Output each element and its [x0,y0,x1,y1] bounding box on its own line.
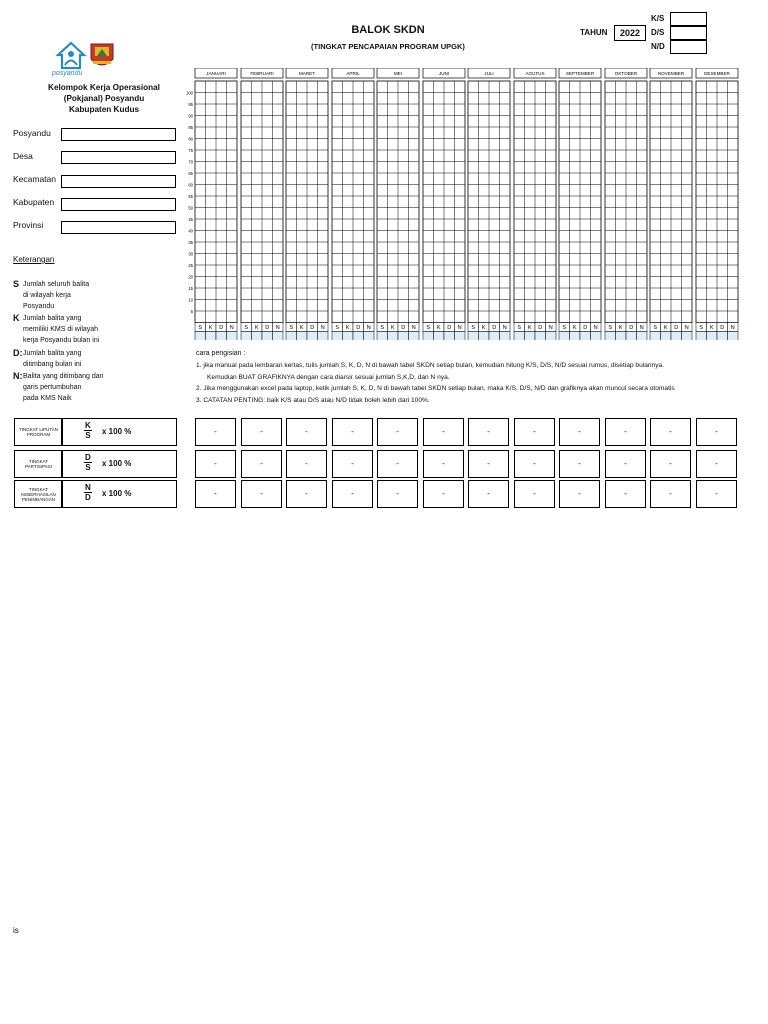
skdn-input-cell[interactable] [546,332,557,341]
footer-text: is [13,926,19,935]
sub-column-letter: K [390,325,395,331]
indicator-formula-1 [61,418,177,446]
skdn-input-cell[interactable] [489,332,500,341]
indicator-value-cell: - [286,450,327,478]
instruction-line-1: 1. jika manual pada lembaran kertas, tulis jumlah S, K, D, N di bawah tabel SKDN setiap bulan, kemudian hitung K/S, D/S, N/D sesuai rumus, disetiap bulannya. [196,362,665,369]
skdn-input-cell[interactable] [409,332,420,341]
sub-column-letter: S [653,325,658,331]
sub-column-letter: N [684,325,689,331]
indicator-value-cell: - [514,418,555,446]
indicator-label-2: TINGKAT PARTISIPASI [14,450,63,478]
skdn-input-cell[interactable] [637,332,648,341]
y-tick-label: 40 [188,228,193,234]
sub-column-letter: S [380,325,385,331]
skdn-input-cell[interactable] [479,332,490,341]
sub-column-letter: K [436,325,441,331]
sub-column-letter: S [289,325,294,331]
month-header-label: AGUTUS [525,71,545,76]
skdn-input-cell[interactable] [307,332,318,341]
indicator-value-cell: - [377,480,418,508]
sub-column-letter: N [730,325,735,331]
indicator-value-cell: - [696,480,737,508]
skdn-input-cell[interactable] [570,332,581,341]
desa-label: Desa [13,151,33,161]
indicator-value-cell: - [605,480,646,508]
posyandu-field[interactable] [61,128,176,141]
sub-column-letter: D [629,325,634,331]
indicator-formula-3 [61,480,177,508]
provinsi-label: Provinsi [13,220,44,230]
legend-letter-s: S [13,279,20,289]
instructions-title: cara pengisian : [196,350,246,357]
indicator-label-1: TINGKAT LIPUTAN PROGRAM [14,418,63,446]
sub-column-letter: K [572,325,577,331]
sub-column-letter: S [471,325,476,331]
sub-column-letter: N [593,325,598,331]
y-tick-label: 70 [188,159,193,165]
legend-text-k: Jumlah balita yang memiliki KMS di wilayah kerja Posyandu bulan ini [23,315,100,344]
y-tick-label: 100 [186,90,193,96]
skdn-input-cell[interactable] [591,332,602,341]
sub-column-letter: N [502,325,507,331]
skdn-input-cell[interactable] [318,332,329,341]
indicator-value-cell: - [514,480,555,508]
skdn-input-cell[interactable] [353,332,364,341]
skdn-input-cell[interactable] [661,332,672,341]
indicator-value-cell: - [423,450,464,478]
y-tick-label: 35 [188,240,193,245]
month-header-label: JANUARI [206,71,226,76]
sub-column-letter: K [709,325,714,331]
indicator-value-cell: - [514,450,555,478]
skdn-input-cell[interactable] [525,332,536,341]
sub-column-letter: K [208,325,213,331]
indicator-value-cell: - [559,480,600,508]
skdn-input-cell[interactable] [286,332,297,341]
tahun-label: TAHUN [580,28,608,37]
sub-column-letter: S [198,325,203,331]
y-tick-label: 75 [188,148,193,153]
indicator-value-cell: - [423,480,464,508]
sub-column-letter: D [401,325,406,331]
skdn-input-cell[interactable] [707,332,718,341]
organization-name: Kelompok Kerja Operasional (Pokjanal) Posyandu Kabupaten Kudus [48,83,160,114]
skdn-input-cell[interactable] [650,332,661,341]
skdn-input-cell[interactable] [273,332,284,341]
skdn-input-cell[interactable] [206,332,217,341]
sub-column-letter: N [457,325,462,331]
sub-column-letter: K [663,325,668,331]
sub-column-letter: K [481,325,486,331]
ds-field[interactable] [670,26,707,40]
indicator-value-cell: - [195,450,236,478]
skdn-input-cell[interactable] [514,332,525,341]
sub-column-letter: S [517,325,522,331]
indicator-value-cell: - [650,480,691,508]
indicator-formula-2 [61,450,177,478]
indicator-value-cell: - [332,450,373,478]
skdn-input-cell[interactable] [455,332,466,341]
skdn-input-cell[interactable] [500,332,511,341]
sub-column-letter: S [699,325,704,331]
indicator-value-cell: - [241,450,282,478]
skdn-input-cell[interactable] [444,332,455,341]
kecamatan-label: Kecamatan [13,174,56,184]
sub-column-letter: S [608,325,613,331]
formula-percent: x 100 % [102,489,132,498]
skdn-input-cell[interactable] [241,332,252,341]
skdn-input-cell[interactable] [717,332,728,341]
month-header-label: NOVEMBER [657,71,685,76]
indicator-value-cell: - [605,450,646,478]
nd-label: N/D [651,42,665,51]
formula-fraction: $\frac{D}{S}$ [85,453,91,472]
y-tick-label: 80 [188,136,193,142]
indicator-value-cell: - [423,418,464,446]
y-tick-label: 55 [188,194,193,199]
indicator-value-cell: - [286,480,327,508]
kudus-seal-icon [88,41,116,71]
sub-column-letter: D [674,325,679,331]
skdn-input-cell[interactable] [682,332,693,341]
sub-column-letter: D [583,325,588,331]
instruction-line-2: 2. Jika menggunakan excel pada laptop, ketik jumlah S, K, D, N di bawah tabel SKDN setiap bulan, maka K/S, D/S, N/D dan grafiknya akan muncul secara otomatis [196,385,675,392]
indicator-value-cell: - [332,480,373,508]
sub-column-letter: S [335,325,340,331]
sub-column-letter: D [447,325,452,331]
kecamatan-field[interactable] [61,175,176,188]
skdn-input-cell[interactable] [468,332,479,341]
legend-text-n: Balita yang ditimbang dan garis pertumbuhan pada KMS Naik [23,373,104,402]
skdn-input-cell[interactable] [388,332,399,341]
keterangan-heading: Keterangan [13,255,55,264]
y-tick-label: 85 [188,125,193,130]
skdn-input-cell[interactable] [377,332,388,341]
sub-column-letter: K [299,325,304,331]
legend-letter-n: N: [13,371,23,381]
instruction-line-1b: Kemudian BUAT GRAFIKNYA dengan cara diarsir sesuai jumlah S,K,D, dan N nya. [207,374,450,381]
indicator-value-cell: - [468,450,509,478]
indicator-value-cell: - [195,480,236,508]
skdn-input-cell[interactable] [559,332,570,341]
month-header-label: MEI [393,71,403,76]
skdn-input-cell[interactable] [728,332,739,341]
skdn-input-cell[interactable] [398,332,409,341]
skdn-input-cell[interactable] [423,332,434,341]
nd-field[interactable] [670,40,707,54]
posyandu-logo-icon [55,40,87,74]
legend-text-d: Jumlah balita yang ditimbang bulan ini [23,350,82,368]
skdn-input-cell[interactable] [332,332,343,341]
indicator-value-cell: - [241,418,282,446]
indicator-value-cell: - [377,418,418,446]
month-header-label: APRIL [346,71,360,76]
instruction-line-3: 3. CATATAN PENTING: baik K/S atau D/S atau N/D tidak boleh lebih dari 100%. [196,397,430,404]
formula-fraction: $\frac{N}{D}$ [85,483,91,502]
desa-field[interactable] [61,151,176,164]
indicator-value-cell: - [605,418,646,446]
y-tick-label: 25 [188,263,193,268]
y-tick-label: 30 [188,251,193,257]
sub-column-letter: K [254,325,259,331]
y-tick-label: 60 [188,182,193,188]
skdn-chart [183,68,740,340]
indicator-value-cell: - [468,480,509,508]
indicator-value-cell: - [696,418,737,446]
sub-column-letter: N [639,325,644,331]
sub-column-letter: K [345,325,350,331]
indicator-value-cell: - [332,418,373,446]
ks-label: K/S [651,14,665,23]
month-header-label: FEBRUARI [250,71,274,76]
skdn-input-cell[interactable] [364,332,375,341]
page-title: BALOK SKDN [351,24,425,36]
posyandu-logo-text: posyandu [52,70,83,77]
indicator-value-cell: - [559,418,600,446]
skdn-input-cell[interactable] [605,332,616,341]
y-tick-label: 90 [188,113,193,119]
sub-column-letter: S [562,325,567,331]
indicator-label-3: TINGKAT KEBERHASILAN PENIMBANGAN [14,480,63,508]
y-tick-label: 10 [188,297,193,303]
kabupaten-field[interactable] [61,198,176,211]
sub-column-letter: D [356,325,361,331]
skdn-input-cell[interactable] [252,332,263,341]
month-header-label: DESEMBER [704,71,730,76]
month-header-label: MARET [298,71,316,76]
skdn-input-cell[interactable] [626,332,637,341]
sub-column-letter: D [492,325,497,331]
month-header-label: SEPTEMBER [565,71,595,76]
skdn-input-cell[interactable] [195,332,206,341]
y-tick-label: 50 [188,205,193,211]
provinsi-field[interactable] [61,221,176,234]
sub-column-letter: N [275,325,280,331]
sub-column-letter: K [618,325,623,331]
ds-label: D/S [651,28,665,37]
y-tick-label: 20 [188,274,193,280]
y-tick-label: 95 [188,102,193,107]
indicator-value-cell: - [559,450,600,478]
skdn-input-cell[interactable] [297,332,308,341]
formula-percent: x 100 % [102,459,132,468]
skdn-input-cell[interactable] [343,332,354,341]
sub-column-letter: D [720,325,725,331]
y-tick-label: 5 [190,309,193,314]
ks-field[interactable] [670,12,707,26]
skdn-input-cell[interactable] [671,332,682,341]
indicator-value-cell: - [286,418,327,446]
sub-column-letter: D [265,325,270,331]
sub-column-letter: D [219,325,224,331]
y-tick-label: 15 [188,286,193,291]
indicator-value-cell: - [650,450,691,478]
sub-column-letter: K [527,325,532,331]
sub-column-letter: N [411,325,416,331]
sub-column-letter: N [366,325,371,331]
formula-percent: x 100 % [102,427,132,436]
month-header-label: JUNI [438,71,450,76]
y-tick-label: 65 [188,171,193,176]
sub-column-letter: N [548,325,553,331]
sub-column-letter: N [229,325,234,331]
page-subtitle: (TINGKAT PENCAPAIAN PROGRAM UPGK) [311,42,465,51]
tahun-field[interactable]: 2022 [614,25,646,41]
y-tick-label: 45 [188,217,193,222]
posyandu-label: Posyandu [13,128,51,138]
indicator-value-cell: - [377,450,418,478]
skdn-input-cell[interactable] [616,332,627,341]
skdn-input-cell[interactable] [535,332,546,341]
skdn-input-cell[interactable] [262,332,273,341]
indicator-value-cell: - [650,418,691,446]
legend-text-s: Jumlah seluruh balita di wilayah kerja Posyandu [23,281,90,310]
indicator-value-cell: - [696,450,737,478]
skdn-input-cell[interactable] [227,332,238,341]
sub-column-letter: D [310,325,315,331]
indicator-value-cell: - [241,480,282,508]
legend-letter-k: K [13,313,20,323]
skdn-input-cell[interactable] [696,332,707,341]
month-header-label: JULI [484,71,494,76]
indicator-value-cell: - [195,418,236,446]
formula-fraction: $\frac{K}{S}$ [85,421,91,440]
sub-column-letter: D [538,325,543,331]
sub-column-letter: S [426,325,431,331]
sub-column-letter: N [320,325,325,331]
skdn-input-cell[interactable] [434,332,445,341]
sub-column-letter: S [244,325,249,331]
month-header-label: OKTOBER [614,71,638,76]
kabupaten-label: Kabupaten [13,197,55,207]
skdn-input-cell[interactable] [216,332,227,341]
indicator-value-cell: - [468,418,509,446]
skdn-input-cell[interactable] [580,332,591,341]
legend-letter-d: D: [13,348,23,358]
